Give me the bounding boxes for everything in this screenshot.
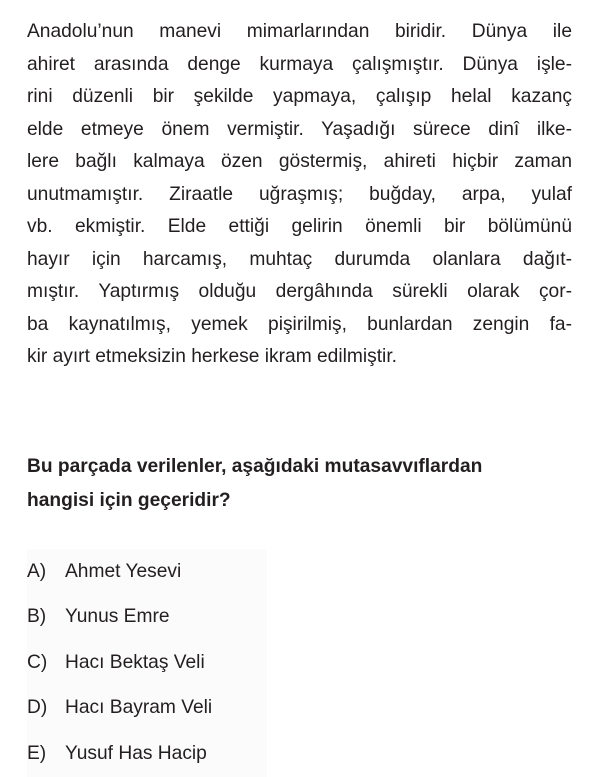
passage-line: ba kaynatılmış, yemek pişirilmiş, bunlardan zengin fa- bbox=[27, 313, 572, 335]
option-letter: C) bbox=[27, 651, 48, 673]
option-text: Hacı Bayram Veli bbox=[65, 697, 213, 719]
option-a[interactable] bbox=[27, 549, 267, 595]
passage-paragraph bbox=[27, 16, 572, 374]
option-text: Ahmet Yesevi bbox=[65, 560, 182, 582]
option-d[interactable] bbox=[27, 686, 267, 732]
option-text: Hacı Bektaş Veli bbox=[65, 651, 205, 673]
option-text: Yunus Emre bbox=[65, 606, 170, 628]
question-line: Bu parçada verilenler, aşağıdaki mutasavvıflardan bbox=[27, 456, 483, 477]
passage-line: lere bağlı kalmaya özen göstermiş, ahireti hiçbir zaman bbox=[27, 151, 572, 173]
option-c[interactable] bbox=[27, 640, 267, 686]
passage-line: kir ayırt etmeksizin herkese ikram edilmiştir. bbox=[27, 346, 397, 368]
passage-line: hayır için harcamış, muhtaç durumda olanlara dağıt- bbox=[27, 248, 572, 270]
option-letter: D) bbox=[27, 697, 48, 719]
answer-options bbox=[27, 549, 267, 777]
option-letter: A) bbox=[27, 560, 47, 582]
passage-line: mıştır. Yaptırmış olduğu dergâhında sürekli olarak çor- bbox=[27, 281, 572, 303]
passage-line: vb. ekmiştir. Elde ettiği gelirin önemli bir bölümünü bbox=[27, 216, 572, 238]
passage-line: rini düzenli bir şekilde yapmaya, çalışıp helal kazanç bbox=[27, 86, 572, 108]
passage-line: Anadolu’nun manevi mimarlarından biridir. Dünya ile bbox=[27, 21, 572, 42]
option-b[interactable] bbox=[27, 595, 267, 641]
option-e[interactable] bbox=[27, 731, 267, 777]
option-text: Yusuf Has Hacip bbox=[65, 742, 207, 764]
option-letter: B) bbox=[27, 606, 47, 628]
passage-line: ahiret arasında denge kurmaya çalışmıştır. Dünya işle- bbox=[27, 53, 572, 75]
question-stem bbox=[27, 450, 575, 518]
option-letter: E) bbox=[27, 742, 47, 764]
question-line: hangisi için geçeridir? bbox=[27, 490, 231, 511]
passage-line: elde etmeye önem vermiştir. Yaşadığı sürece dinî ilke- bbox=[27, 118, 572, 140]
passage-line: unutmamıştır. Ziraatle uğraşmış; buğday, arpa, yulaf bbox=[27, 183, 572, 205]
